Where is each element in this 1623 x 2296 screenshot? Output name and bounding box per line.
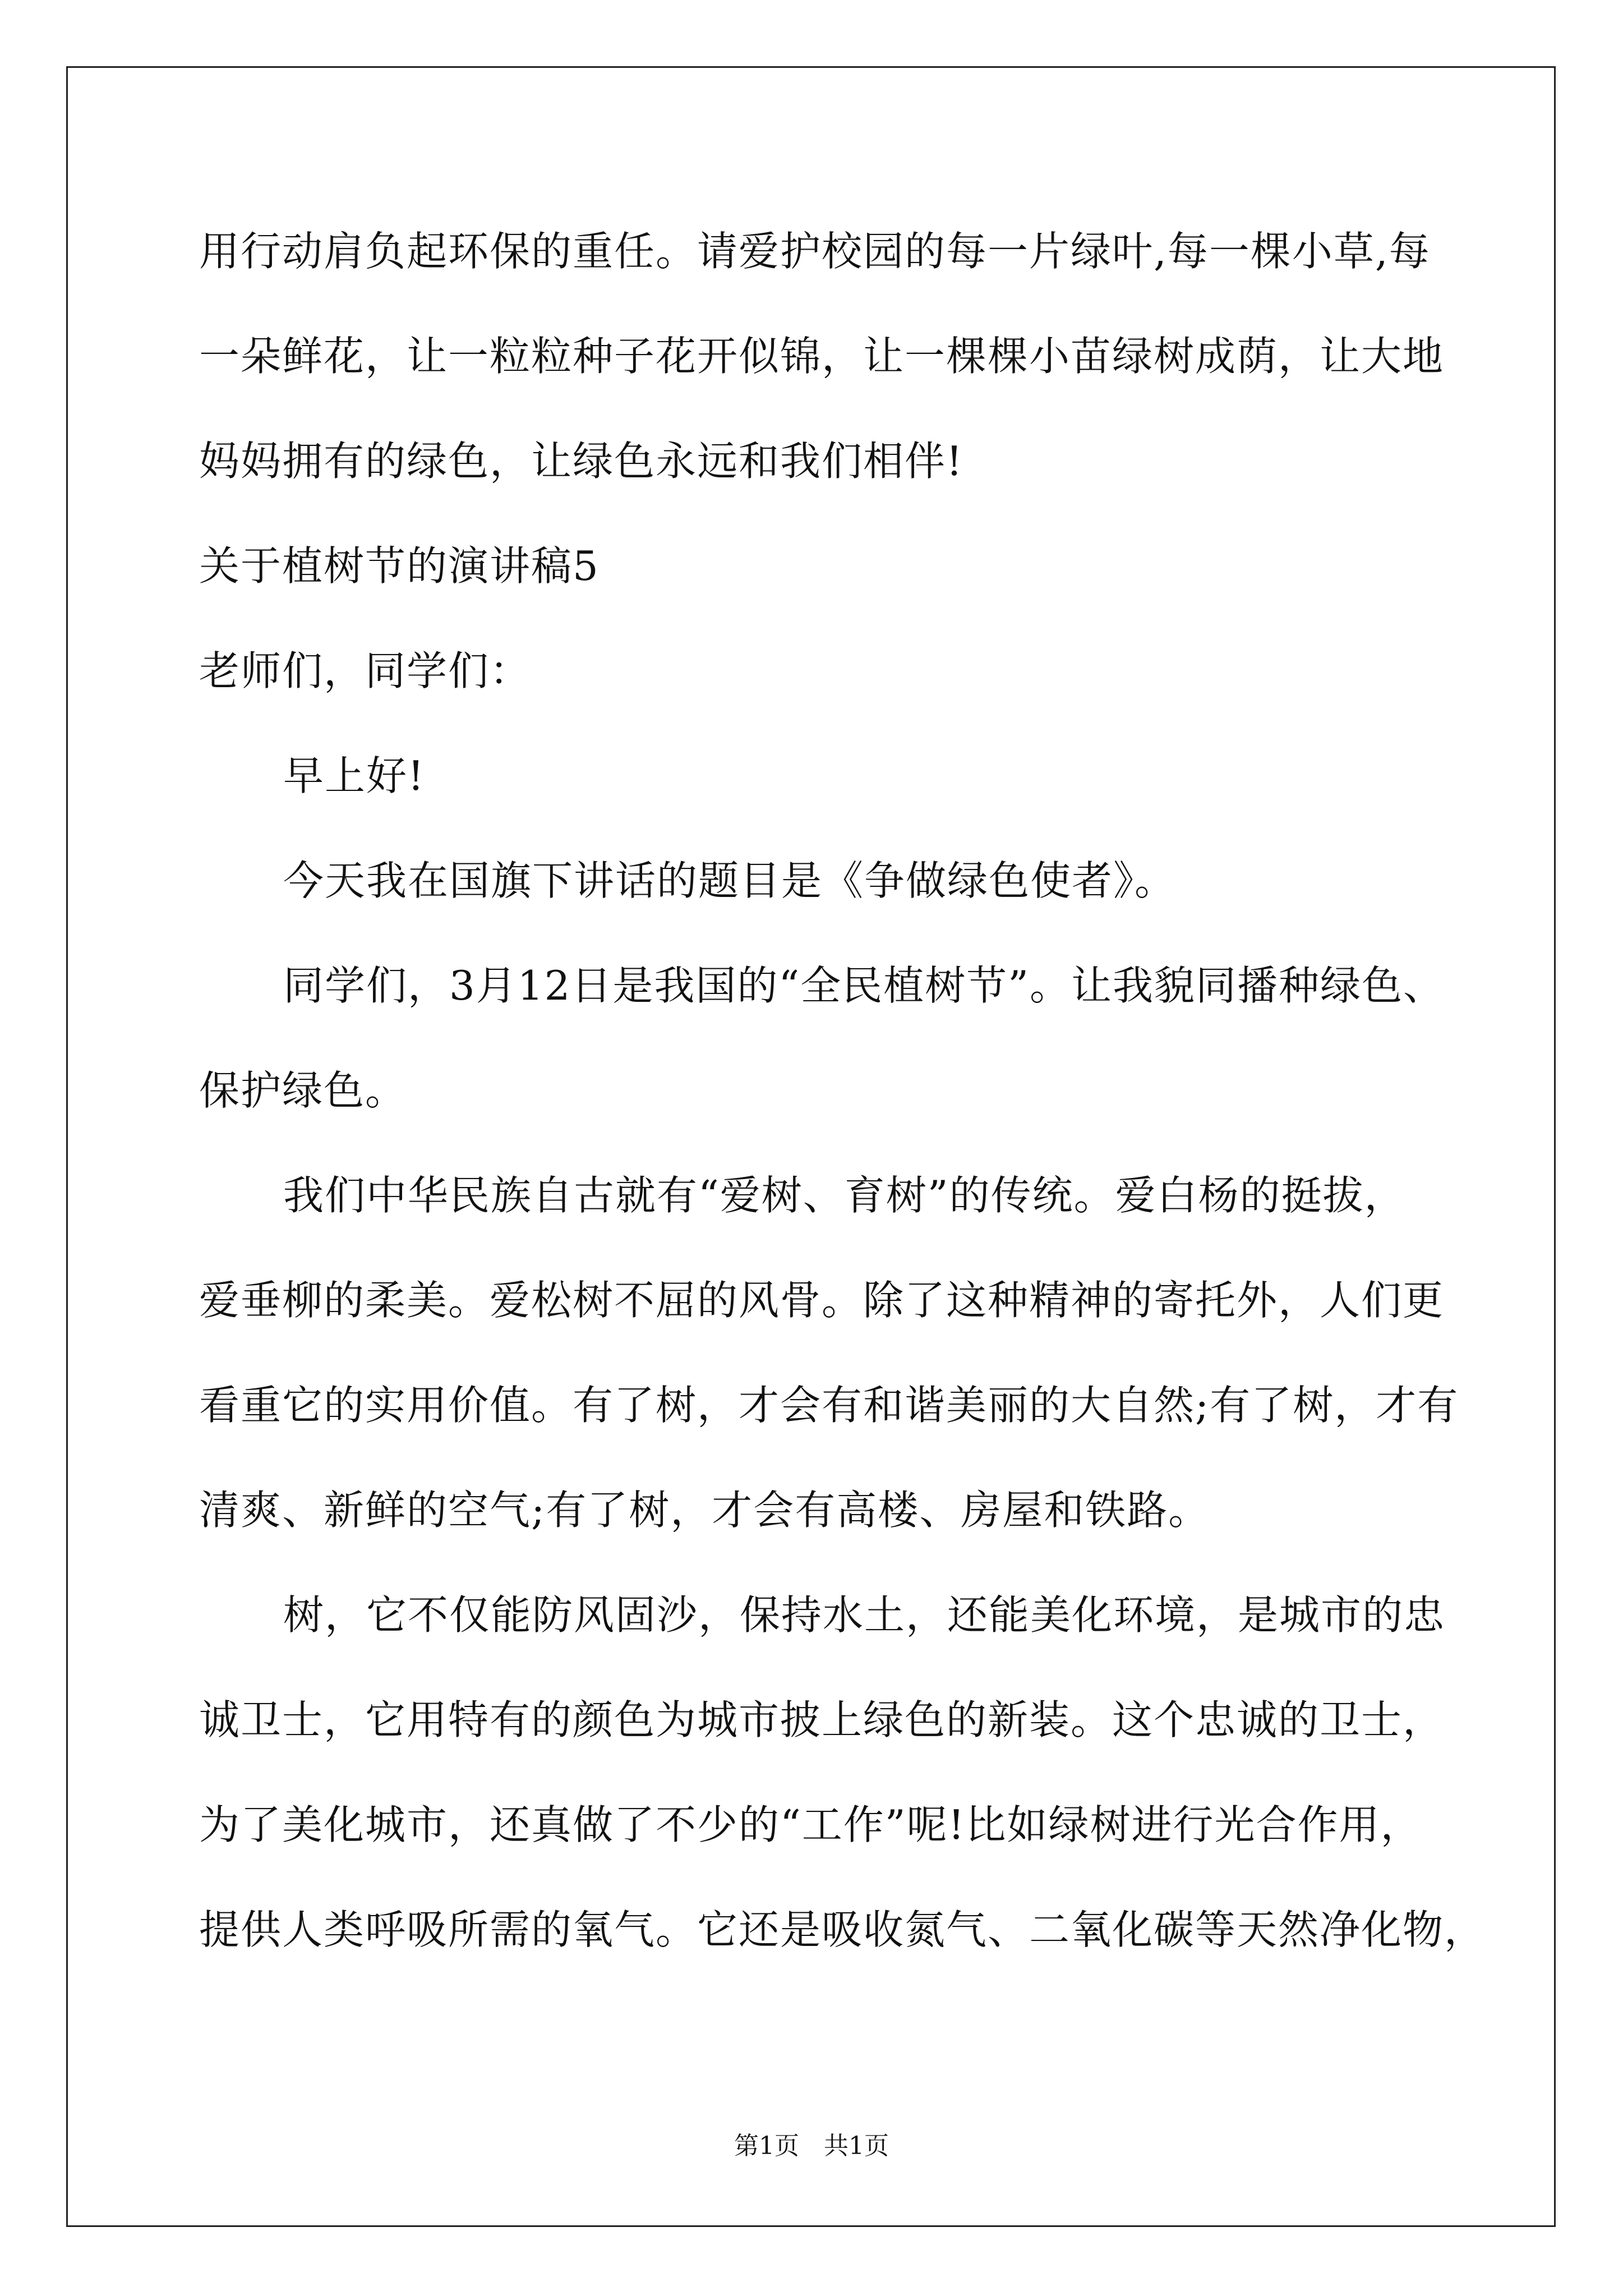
section-heading: 关于植树节的演讲稿5 xyxy=(199,542,600,590)
page-footer: 第1页 共1页 xyxy=(734,2132,889,2160)
text-line: 为了美化城市，还真做了不少的“工作”呢!比如绿树进行光合作用， xyxy=(199,1801,1422,1848)
text-line: 诚卫士，它用特有的颜色为城市披上绿色的新装。这个忠诚的卫士， xyxy=(199,1696,1445,1743)
text-line: 用行动肩负起环保的重任。请爱护校园的每一片绿叶,每一棵小草,每 xyxy=(199,228,1431,275)
text-line: 一朵鲜花，让一粒粒种子花开似锦，让一棵棵小苗绿树成荫，让大地 xyxy=(199,333,1445,380)
text-line: 同学们，3月12日是我国的“全民植树节”。让我貌同播种绿色、 xyxy=(283,962,1445,1009)
text-line: 清爽、新鲜的空气;有了树，才会有高楼、房屋和铁路。 xyxy=(199,1487,1210,1534)
greeting: 早上好! xyxy=(283,752,425,799)
text-line: 提供人类呼吸所需的氧气。它还是吸收氮气、二氧化碳等天然净化物， xyxy=(199,1906,1486,1953)
text-line: 看重它的实用价值。有了树，才会有和谐美丽的大自然;有了树，才有 xyxy=(199,1382,1459,1429)
text-line: 爱垂柳的柔美。爱松树不屈的风骨。除了这种精神的寄托外，人们更 xyxy=(199,1277,1445,1324)
text-line: 保护绿色。 xyxy=(199,1067,407,1114)
text-line: 树，它不仅能防风固沙，保持水土，还能美化环境，是城市的忠 xyxy=(283,1591,1446,1639)
text-line: 妈妈拥有的绿色，让绿色永远和我们相伴! xyxy=(199,438,963,485)
document-body xyxy=(199,199,1486,1982)
text-line: 今天我在国旗下讲话的题目是《争做绿色使者》。 xyxy=(283,857,1177,904)
salutation: 老师们，同学们： xyxy=(199,647,532,694)
text-line: 我们中华民族自古就有“爱树、育树”的传统。爱白杨的挺拔， xyxy=(283,1172,1406,1219)
